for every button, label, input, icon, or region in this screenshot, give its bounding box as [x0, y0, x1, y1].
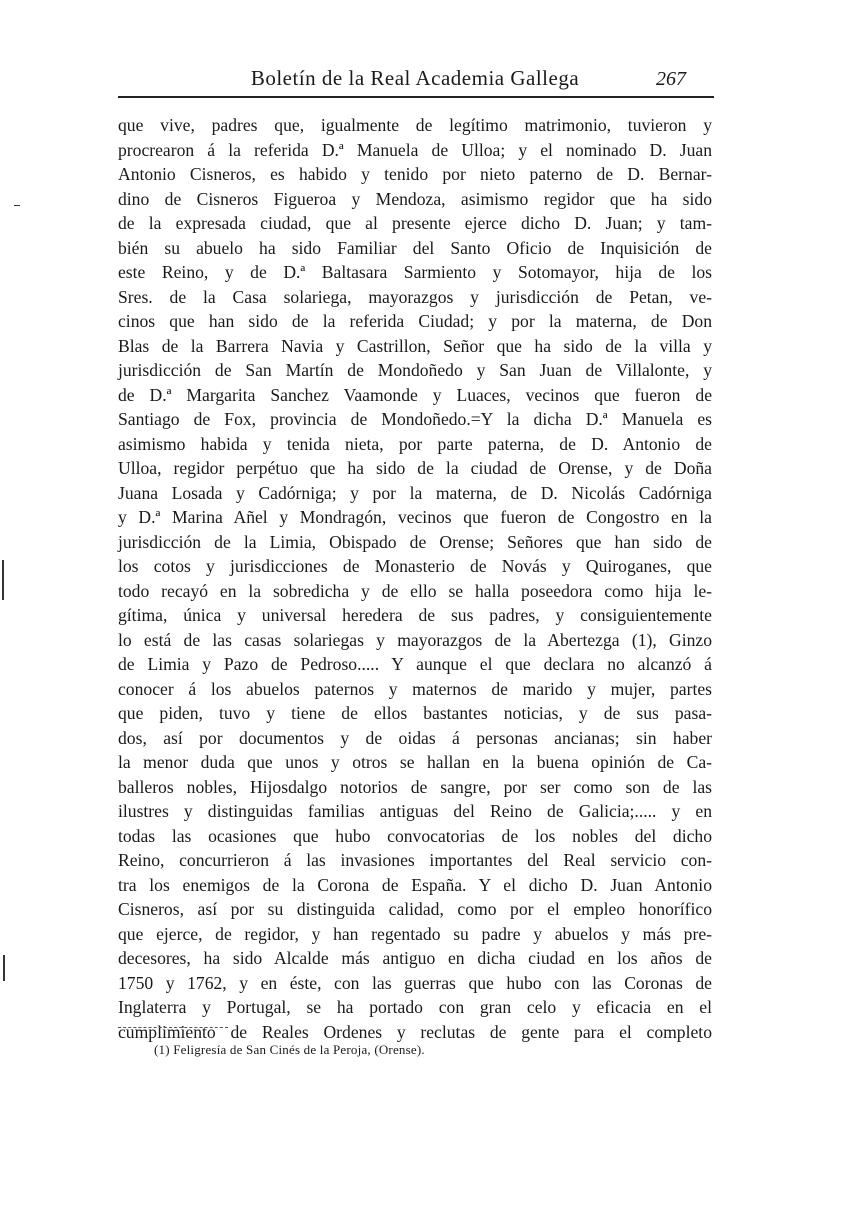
text-line: procrearon á la referida D.ª Manuela de Ulloa; y el nominado D. Juan — [118, 139, 712, 160]
text-line: Reino, concurrieron á las invasiones importantes del Real servicio con- — [118, 850, 712, 870]
text-line: Santiago de Fox, provincia de Mondoñedo.=Y la dicha D.ª Manuela es — [118, 409, 712, 429]
text-line: Cisneros, así por su distinguida calidad, como por el empleo honorífico — [118, 899, 712, 919]
text-line: Antonio Cisneros, es habido y tenido por nieto paterno de D. Bernar- — [118, 164, 712, 184]
text-line: gítima, única y universal heredera de sus padres, y consiguientemente — [118, 605, 712, 625]
text-line: Inglaterra y Portugal, se ha portado con gran celo y eficacia en el — [118, 997, 712, 1017]
text-line: bién su abuelo ha sido Familiar del Santo Oficio de Inquisición de — [118, 237, 712, 258]
text-line: asimismo habida y tenida nieta, por parte paterna, de D. Antonio de — [118, 433, 712, 454]
text-line: este Reino, y de D.ª Baltasara Sarmiento y Sotomayor, hija de los — [118, 262, 712, 282]
text-line: jurisdicción de San Martín de Mondoñedo y San Juan de Villalonte, y — [118, 360, 712, 380]
text-line: dino de Cisneros Figueroa y Mendoza, asimismo regidor que ha sido — [118, 188, 712, 209]
text-line: balleros nobles, Hijosdalgo notorios de sangre, por ser como son de las — [118, 776, 712, 797]
body-text — [118, 113, 712, 1044]
text-line: todas las ocasiones que hubo convocatorias de los nobles del dicho — [118, 825, 712, 846]
scan-edge-mark — [14, 205, 20, 206]
text-line: de la expresada ciudad, que al presente ejerce dicho D. Juan; y tam- — [118, 213, 712, 233]
text-line: Juana Losada y Cadórniga; y por la materna, de D. Nicolás Cadórniga — [118, 482, 712, 503]
text-line: que vive, padres que, igualmente de legítimo matrimonio, tuvieron y — [118, 115, 712, 135]
text-line: la menor duda que unos y otros se hallan en la buena opinión de Ca- — [118, 752, 712, 772]
text-line: que piden, tuvo y tiene de ellos bastantes noticias, y de sus pasa- — [118, 703, 712, 723]
text-line: tra los enemigos de la Corona de España. Y el dicho D. Juan Antonio — [118, 874, 712, 895]
running-title: Boletín de la Real Academia Gallega — [250, 66, 580, 90]
text-line: los cotos y jurisdicciones de Monasterio de Novás y Quiroganes, que — [118, 556, 712, 576]
scan-edge-mark — [3, 955, 5, 981]
footnote: (1) Feligresía de San Cinés de la Peroja, (Orense). — [154, 1042, 425, 1057]
scan-edge-mark — [2, 560, 4, 600]
page-header — [118, 66, 712, 94]
text-line: cinos que han sido de la referida Ciudad; y por la materna, de Don — [118, 311, 712, 331]
text-line: decesores, ha sido Alcalde más antiguo en dicha ciudad en los años de — [118, 948, 712, 968]
text-line: conocer á los abuelos paternos y maternos de marido y mujer, partes — [118, 678, 712, 699]
footnote-rule — [118, 1027, 228, 1028]
text-line: Blas de la Barrera Navia y Castrillon, Señor que ha sido de la villa y — [118, 335, 712, 356]
text-line: 1750 y 1762, y en éste, con las guerras que hubo con las Coronas de — [118, 972, 712, 993]
text-line: lo está de las casas solariegas y mayorazgos de la Abertezga (1), Ginzo — [118, 629, 712, 650]
text-line: Sres. de la Casa solariega, mayorazgos y jurisdicción de Petan, ve- — [118, 286, 712, 307]
text-line: Ulloa, regidor perpétuo que ha sido de la ciudad de Orense, y de Doña — [118, 458, 712, 478]
text-line: dos, así por documentos y de oidas á personas ancianas; sin haber — [118, 727, 712, 748]
text-line: y D.ª Marina Añel y Mondragón, vecinos que fueron de Congostro en la — [118, 507, 712, 527]
text-line: jurisdicción de la Limia, Obispado de Orense; Señores que han sido de — [118, 531, 712, 552]
text-line: cumplimiento de Reales Ordenes y reclutas de gente para el completo — [118, 1021, 712, 1042]
text-line: todo recayó en la sobredicha y de ello se halla poseedora como hija le- — [118, 580, 712, 601]
page-number: 267 — [656, 68, 686, 90]
header-rule — [118, 96, 714, 98]
text-line: que ejerce, de regidor, y han regentado su padre y abuelos y más pre- — [118, 923, 712, 944]
text-line: ilustres y distinguidas familias antiguas del Reino de Galicia;..... y en — [118, 801, 712, 821]
text-line: de Limia y Pazo de Pedroso..... Y aunque el que declara no alcanzó á — [118, 654, 712, 674]
text-line: de D.ª Margarita Sanchez Vaamonde y Luaces, vecinos que fueron de — [118, 384, 712, 405]
